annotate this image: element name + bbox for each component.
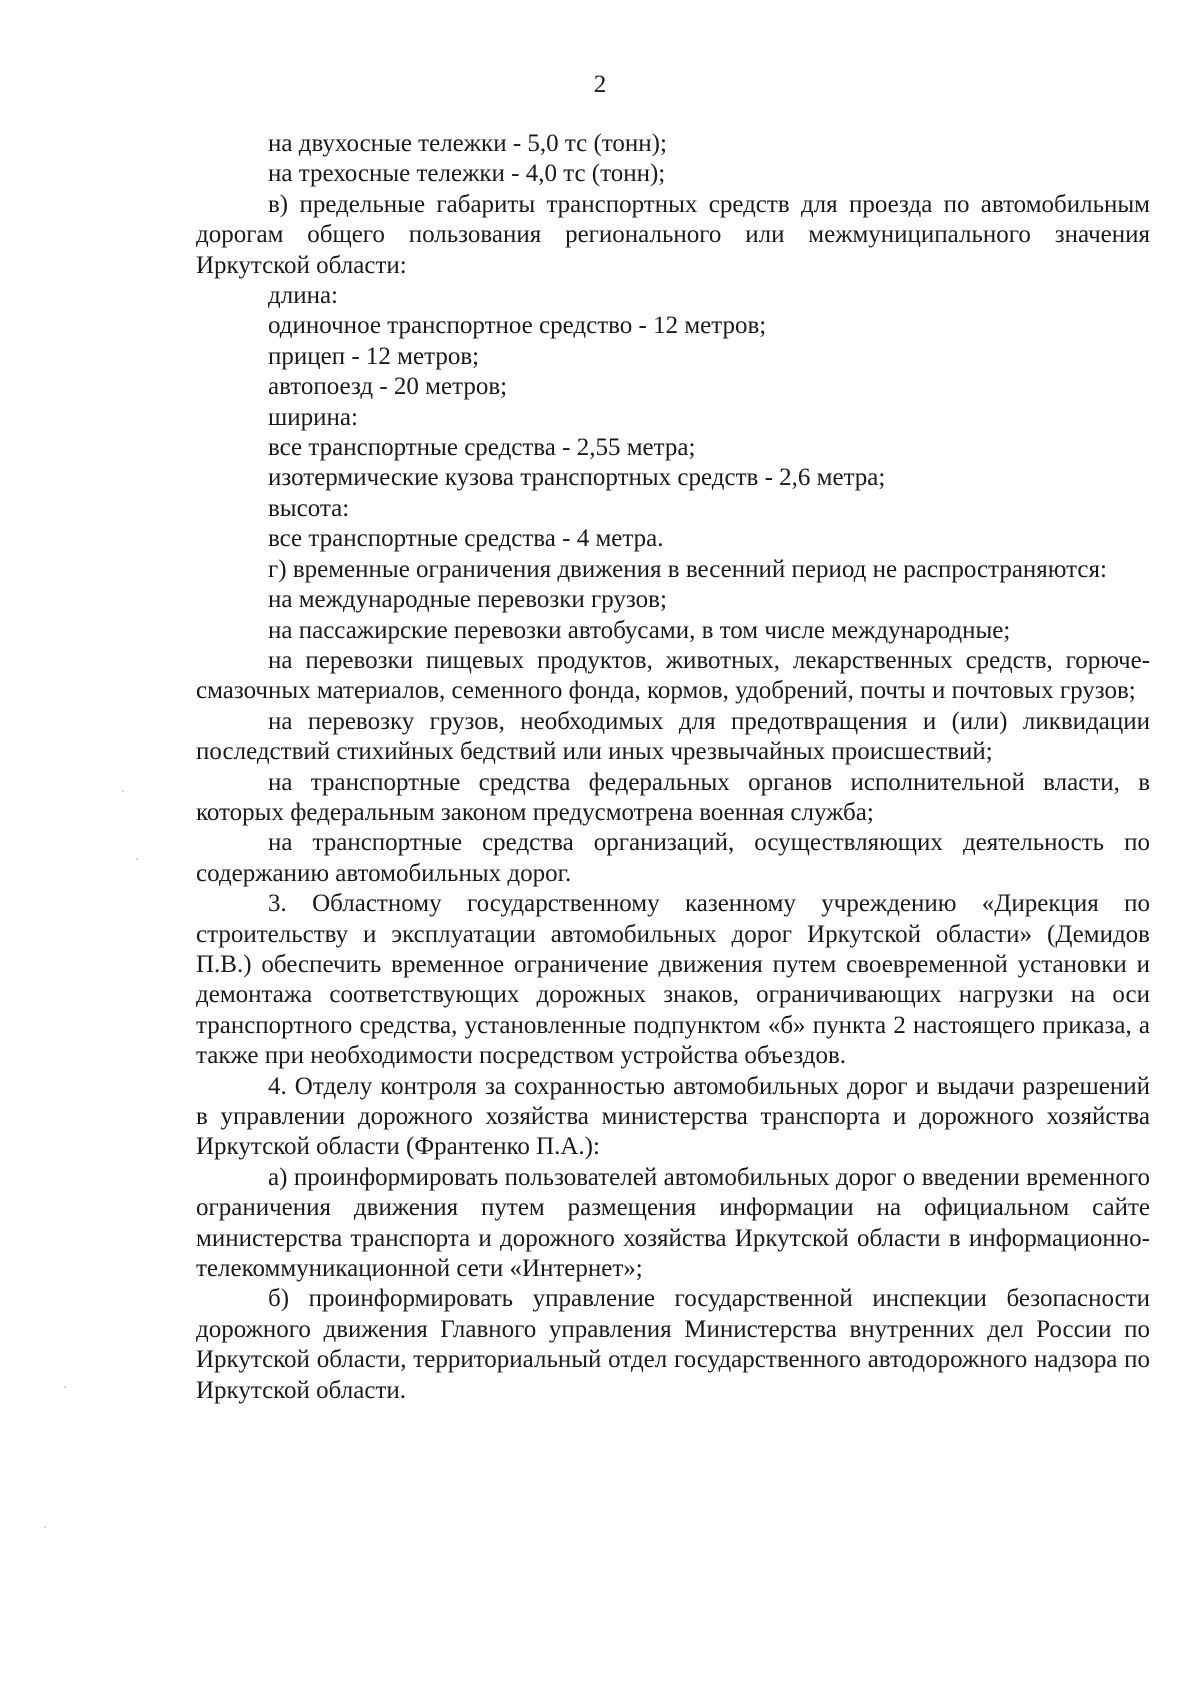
paragraph: изотермические кузова транспортных средств - 2,6 метра; xyxy=(268,464,886,492)
scan-artifact xyxy=(136,858,138,860)
paragraph: высота: xyxy=(268,494,350,522)
paragraph: 4. Отделу контроля за сохранностью автомобильных дорог и выдачи разрешений в управлении дорожного хозяйства министерства транспорта и дорожного хозяйства Иркутской области (Франтенко П.А.): xyxy=(196,1072,1150,1161)
paragraph: на перевозки пищевых продуктов, животных, лекарственных средств, горюче-смазочных материалов, семенного фонда, кормов, удобрений, почты и почтовых грузов; xyxy=(196,646,1150,705)
paragraph: ширина: xyxy=(268,403,358,431)
paragraph: в) предельные габариты транспортных средств для проезда по автомобильным дорогам общего пользования регионального или межмуниципального значения Иркутской области: xyxy=(196,190,1150,279)
scan-artifact xyxy=(44,1526,46,1528)
paragraph: б) проинформировать управление государственной инспекции безопасности дорожного движения Главного управления Министерства внутренних дел России по Иркутской области, территориальный отдел государственного автодорожного надзора по Иркутской области. xyxy=(196,1285,1150,1404)
paragraph: на пассажирские перевозки автобусами, в том числе международные; xyxy=(268,616,1011,644)
paragraph: на транспортные средства федеральных органов исполнительной власти, в которых федеральным законом предусмотрена военная служба; xyxy=(196,768,1150,826)
paragraph: на трехосные тележки - 4,0 тс (тонн); xyxy=(268,160,666,188)
paragraph: одиночное транспортное средство - 12 метров; xyxy=(268,312,767,340)
document-body xyxy=(196,129,1150,1406)
page-number: 2 xyxy=(593,71,607,98)
paragraph: 3. Областному государственному казенному учреждению «Дирекция по строительству и эксплуатации автомобильных дорог Иркутской области» (Демидов П.В.) обеспечить временное ограничение движения путем своевременной установки и демонтажа соответствующих дорожных знаков, ограничивающих нагрузки на оси транспортного средства, установленные подпунктом «б» пункта 2 настоящего приказа, а также при необходимости посредством устройства объездов. xyxy=(196,890,1150,1070)
paragraph: все транспортные средства - 2,55 метра; xyxy=(268,434,696,462)
paragraph: на международные перевозки грузов; xyxy=(268,586,667,614)
paragraph: на транспортные средства организаций, осуществляющих деятельность по содержанию автомобильных дорог. xyxy=(196,829,1150,887)
paragraph: на двухосные тележки - 5,0 тс (тонн); xyxy=(268,130,667,157)
paragraph: а) проинформировать пользователей автомобильных дорог о введении временного ограничения движения путем размещения информации на официальном сайте министерства транспорта и дорожного хозяйства Иркутской области в информационно-телекоммуникационной сети «Интернет»; xyxy=(196,1163,1150,1283)
paragraph: г) временные ограничения движения в весенний период не распространяются: xyxy=(268,555,1107,583)
paragraph: все транспортные средства - 4 метра. xyxy=(268,525,664,553)
scan-artifact xyxy=(122,790,124,792)
paragraph: на перевозку грузов, необходимых для предотвращения и (или) ликвидации последствий стихийных бедствий или иных чрезвычайных происшествий; xyxy=(196,707,1150,766)
scan-artifact xyxy=(64,1386,66,1388)
paragraph: длина: xyxy=(268,282,338,310)
paragraph: прицеп - 12 метров; xyxy=(268,342,480,370)
paragraph: автопоезд - 20 метров; xyxy=(268,373,508,401)
